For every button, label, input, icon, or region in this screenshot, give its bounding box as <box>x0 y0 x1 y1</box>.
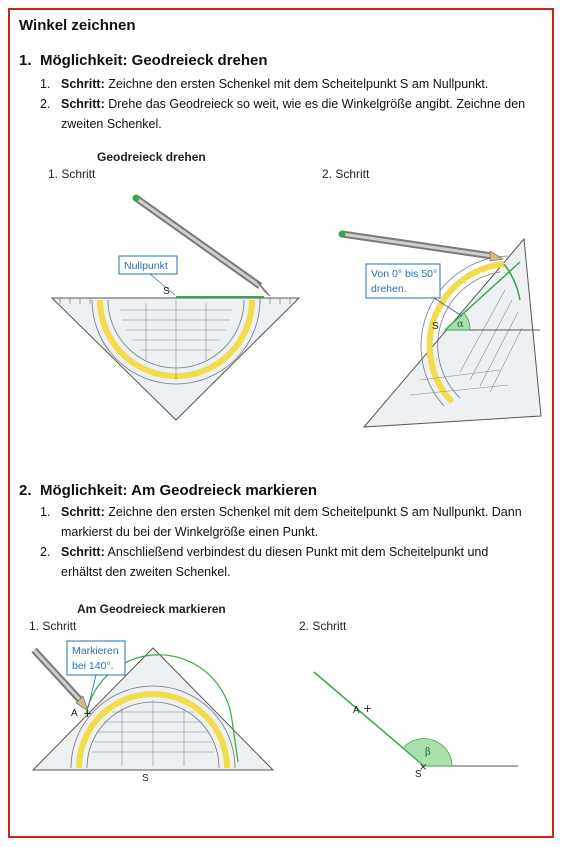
svg-text:×: × <box>419 762 428 773</box>
section2-step2-text-line2: erhältst den zweiten Schenkel. <box>61 565 231 579</box>
section2-step1-text-line2: markierst du bei der Winkelgröße einen Punkt. <box>61 525 319 539</box>
figure1-step1-label: 1. Schritt <box>48 167 96 181</box>
vertex-label: S <box>163 286 170 297</box>
vertex-label: S <box>142 773 149 784</box>
section2-number: 2. <box>19 482 32 499</box>
angle-beta-label: β <box>425 747 431 758</box>
section1-title: Möglichkeit: Geodreieck drehen <box>40 52 268 69</box>
step-text: Zeichne den ersten Schenkel mit dem Scheitelpunkt S am Nullpunkt. <box>108 77 489 91</box>
svg-text:+: + <box>363 702 373 715</box>
figure2-step2-label: 2. Schritt <box>299 619 347 633</box>
angle-alpha-label: α <box>457 319 464 330</box>
section1-number: 1. <box>19 52 32 69</box>
callout-mark-line1: Markieren <box>72 645 119 657</box>
step-number: 2. <box>40 97 51 111</box>
figure1-step2-label: 2. Schritt <box>322 167 370 181</box>
step-text: Drehe das Geodreieck so weit, wie es die Winkelgröße angibt. Zeichne den <box>108 97 526 111</box>
section1-step2-text-line2: zweiten Schenkel. <box>61 117 162 131</box>
svg-text:+: + <box>83 707 93 720</box>
step-text: Anschließend verbindest du diesen Punkt mit dem Scheitelpunkt und <box>107 545 489 559</box>
point-a-label: A <box>353 705 360 716</box>
figure1-title: Geodreieck drehen <box>97 150 206 164</box>
step-number: 2. <box>40 545 51 559</box>
step-label: Schritt: <box>61 545 105 559</box>
step-label: Schritt: <box>61 77 105 91</box>
point-a-label: A <box>71 708 78 719</box>
step-text: Zeichne den ersten Schenkel mit dem Scheitelpunkt S am Nullpunkt. Dann <box>108 505 522 519</box>
step-number: 1. <box>40 505 51 519</box>
step-label: Schritt: <box>61 505 105 519</box>
vertex-label: S <box>415 769 422 780</box>
figure2-title: Am Geodreieck markieren <box>77 602 226 616</box>
vertex-label: S <box>432 321 439 332</box>
step-number: 1. <box>40 77 51 91</box>
callout-rotate-line1: Von 0° bis 50° <box>371 268 438 280</box>
section2-title: Möglichkeit: Am Geodreieck markieren <box>40 482 318 499</box>
callout-rotate-line2: drehen. <box>371 283 407 295</box>
document-title: Winkel zeichnen <box>19 17 136 34</box>
figure2-step1-label: 1. Schritt <box>29 619 77 633</box>
callout-mark-line2: bei 140°. <box>72 660 114 672</box>
step-label: Schritt: <box>61 97 105 111</box>
callout-nullpunkt: Nullpunkt <box>124 260 168 272</box>
